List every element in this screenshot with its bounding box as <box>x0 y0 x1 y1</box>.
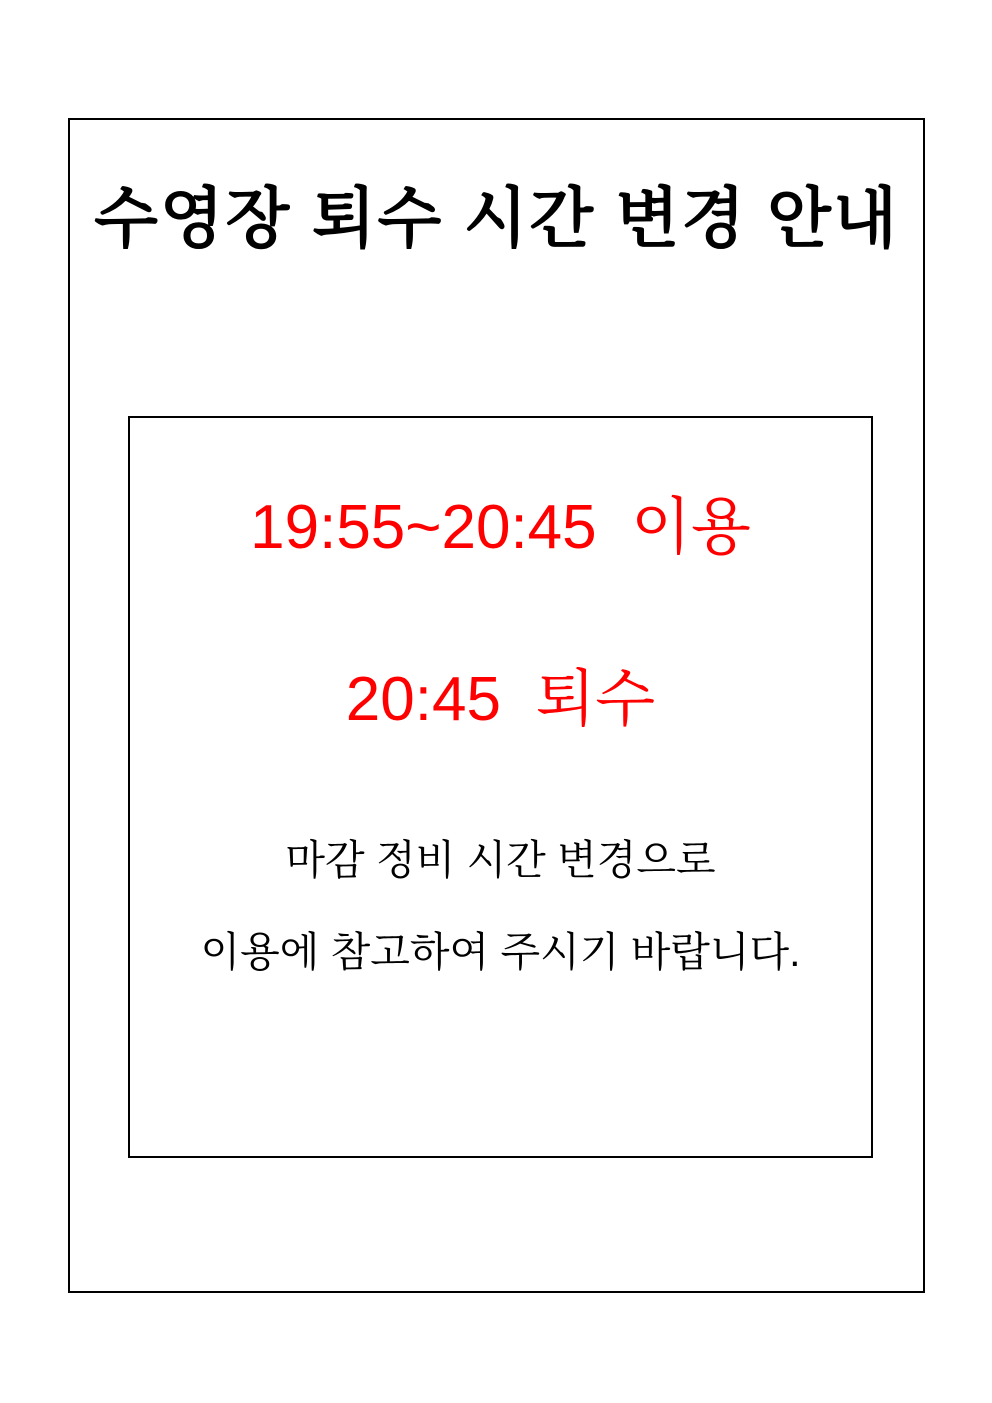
entry-time-text: 19:55~20:45 이용 <box>250 493 751 562</box>
exit-time-text: 20:45 퇴수 <box>345 665 656 734</box>
notice-body-line-1: 마감 정비 시간 변경으로 <box>285 837 716 883</box>
page-title: 수영장 퇴수 시간 변경 안내 <box>94 181 899 255</box>
notice-outer-frame <box>68 118 925 1293</box>
notice-inner-box <box>128 416 873 1158</box>
notice-body-line-2: 이용에 참고하여 주시기 바랍니다. <box>200 929 801 975</box>
